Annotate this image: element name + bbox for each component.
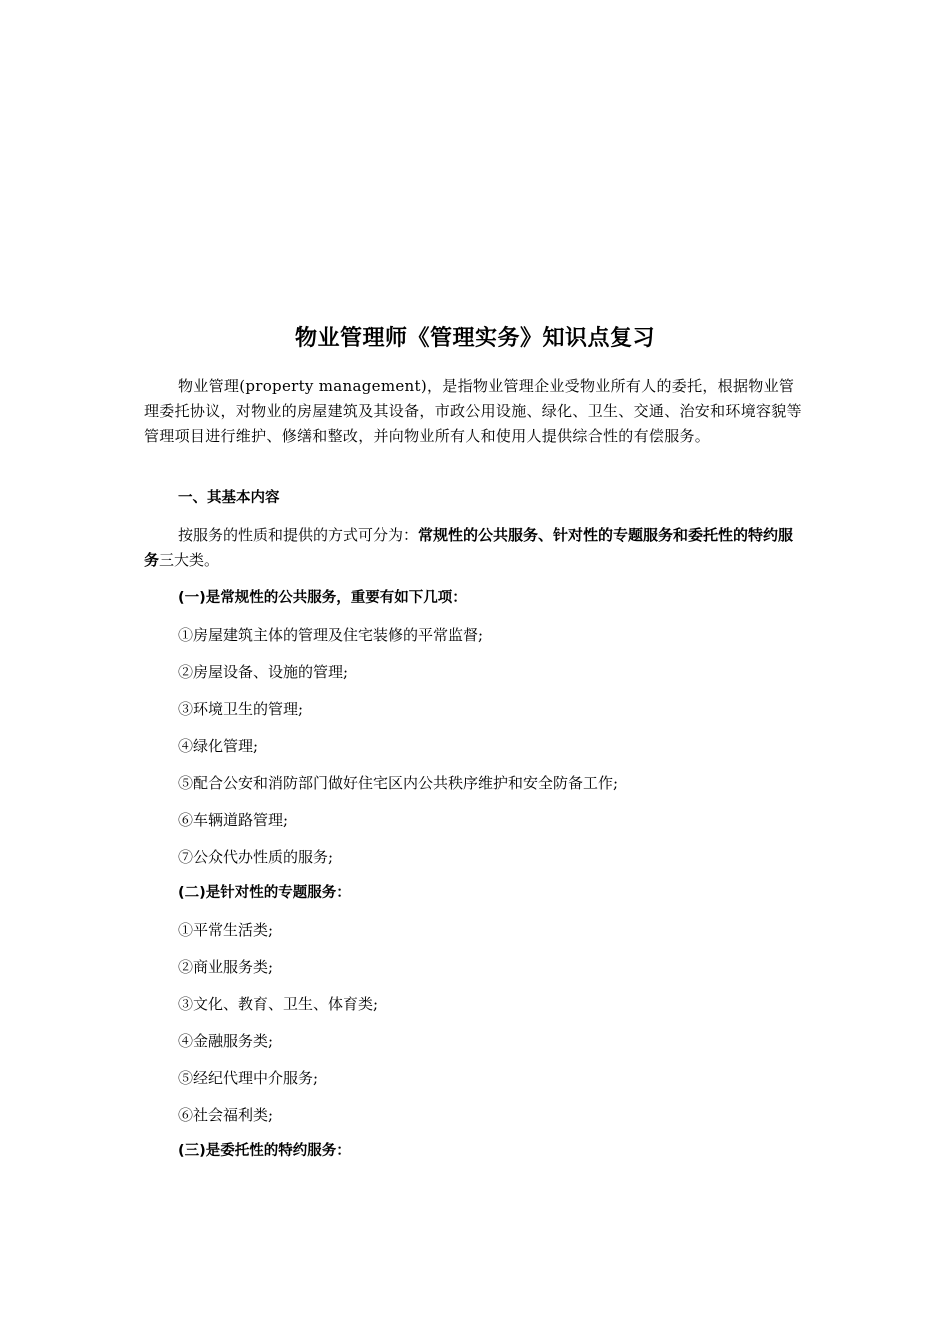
- section-paragraph-suffix: 三大类。: [159, 551, 220, 569]
- list-item: ②房屋设备、设施的管理;: [178, 663, 349, 681]
- list-item: ②商业服务类;: [178, 958, 274, 976]
- list-item: ④金融服务类;: [178, 1032, 274, 1050]
- list-item: ⑤经纪代理中介服务;: [178, 1069, 319, 1087]
- list-item: ③文化、教育、卫生、体育类;: [178, 995, 379, 1013]
- document-title: 物业管理师《管理实务》知识点复习: [294, 326, 655, 351]
- list-item: ③环境卫生的管理;: [178, 700, 304, 718]
- subsection-heading-1: (一)是常规性的公共服务，重要有如下几项：: [178, 590, 467, 606]
- section-paragraph-prefix: 按服务的性质和提供的方式可分为：: [178, 526, 419, 544]
- section-heading: 一、其基本内容: [178, 490, 280, 506]
- list-item: ⑥车辆道路管理;: [178, 811, 289, 829]
- list-item: ⑦公众代办性质的服务;: [178, 848, 334, 866]
- section-paragraph-bold: 常规性的公共服务、针对性的专题服务和委托性的特约服务: [144, 526, 794, 569]
- list-item: ④绿化管理;: [178, 737, 259, 755]
- subsection-heading-3: (三)是委托性的特约服务：: [178, 1143, 351, 1159]
- list-item: ⑥社会福利类;: [178, 1106, 274, 1124]
- intro-paragraph: 物业管理(property management)，是指物业管理企业受物业所有人的委托，根据物业管理委托协议，对物业的房屋建筑及其设备，市政公用设施、绿化、卫生、交通、治安和环境容貌等管理项目进行维护、修缮和整改，并向物业所有人和使用人提供综合性的有偿服务。: [144, 377, 802, 445]
- list-item: ⑤配合公安和消防部门做好住宅区内公共秩序维护和安全防备工作;: [178, 774, 619, 792]
- list-item: ①房屋建筑主体的管理及住宅装修的平常监督;: [178, 626, 484, 644]
- list-item: ①平常生活类;: [178, 921, 274, 939]
- subsection-heading-2: (二)是针对性的专题服务：: [178, 885, 351, 901]
- section-paragraph: [144, 523, 808, 573]
